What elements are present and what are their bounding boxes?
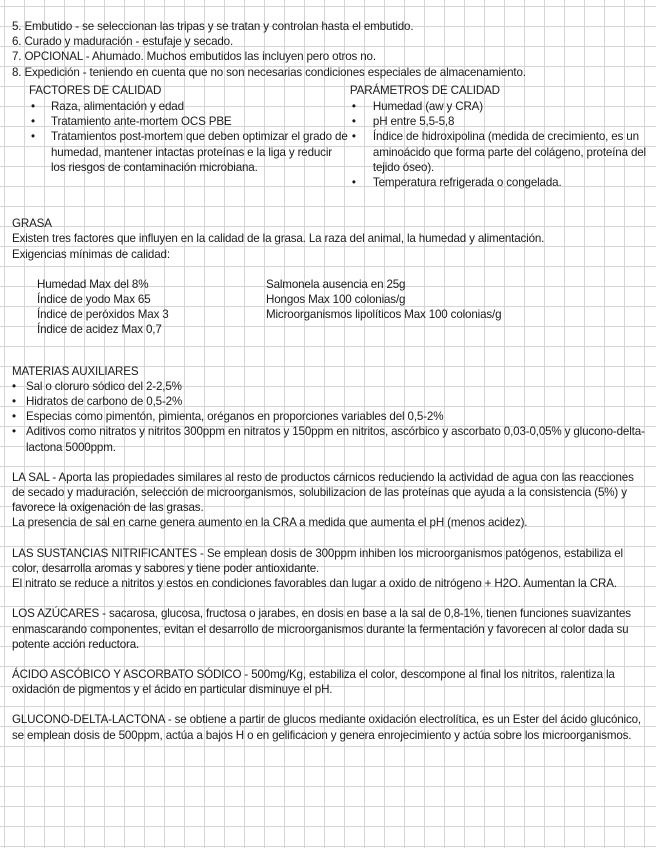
process-steps-list [12,19,648,80]
quality-factors-list [29,99,349,175]
requirement-item: Índice de peróxidos Max 3 [37,308,169,322]
grasa-section [12,216,648,337]
requirement-item: Índice de yodo Max 65 [37,293,151,307]
notes-page [12,19,648,743]
list-item: • Tratamientos post-mortem que deben optimizar el grado de humedad, mantener intactas proteínas e la liga y reducir los riesgos de contaminación microbiana. [29,129,349,175]
step-item: 7. OPCIONAL - Ahumado. Muchos embutidos las incluyen pero otros no. [12,50,376,64]
materias-list [12,379,648,455]
grasa-requirements-right [266,277,646,338]
list-item: • Tratamiento ante-mortem OCS PBE [29,114,349,129]
quality-factors [29,83,349,190]
grasa-text: Existen tres factores que influyen en la calidad de la grasa. La raza del animal, la humedad y alimentación. [12,232,545,246]
quality-factors-title: FACTORES DE CALIDAD [29,83,162,97]
quality-parameters-list [350,99,648,190]
list-item: • Aditivos como nitratos y nitritos 300ppm en nitratos y 150ppm en nitritos, ascórbico y ascorbato 0,03-0,05% y glucono-delta-lactona 5000ppm. [12,424,648,454]
step-item: 8. Expedición - teniendo en cuenta que no son necesarias condiciones especiales de almacenamiento. [12,65,526,79]
azucares-section [12,606,648,652]
materias-section [12,364,648,455]
ascorbico-section [12,667,648,697]
list-item: • pH entre 5,5-5,8 [350,114,648,129]
glucono-section [12,712,648,742]
requirement-item: Salmonela ausencia en 25g [266,277,406,291]
list-item: • Especias como pimentón, pimienta, oréganos en proporciones variables del 0,5-2% [12,409,648,424]
list-item: • Sal o cloruro sódico del 2-2,5% [12,379,648,394]
list-item: • Índice de hidroxipolina (medida de crecimiento, es un aminoácido que forma parte del colágeno, proteína del tejido óseo). [350,129,648,175]
grasa-requirements-left [37,277,266,338]
grasa-subtitle: Exigencias mínimas de calidad: [12,247,170,261]
list-item: • Hidratos de carbono de 0,5-2% [12,394,648,409]
list-item: • Humedad (aw y CRA) [350,99,648,114]
quality-columns [12,83,648,190]
sal-paragraph: LA SAL - Aporta las propiedades similares al resto de productos cárnicos reduciendo la actividad de agua con las reacciones de secado y maduración, selección de microorganismos, solubilizacion de las proteínas que ayuda a la consistencia (5%) y favorece la oxigenación de las grasas. [12,470,634,515]
step-item: 5. Embutido - se seleccionan las tripas y se tratan y controlan hasta el embutido. [12,20,414,33]
nitrificantes-paragraph: LAS SUSTANCIAS NITRIFICANTES - Se emplean dosis de 300ppm inhiben los microorganismos patógenos, estabiliza el color, desarrolla aromas y sabores y tiene poder antioxidante. [12,546,623,575]
grasa-requirements [37,277,648,338]
materias-title: MATERIAS AUXILIARES [12,364,139,378]
azucares-paragraph: LOS AZÚCARES - sacarosa, glucosa, fructosa o jarabes, en dosis en base a la sal de 0,8-1%, tienen funciones suavizantes enmascarando componentes, evitan el desarrollo de microorganismos durante la fermentación y favorecen al color dada su potente acción reductora. [12,607,631,651]
nitrificantes-paragraph-2: El nitrato se reduce a nitritos y estos en condiciones favorables dan lugar a oxido de nitrógeno + H2O. Aumentan la CRA. [12,577,617,591]
sal-paragraph-2: La presencia de sal en carne genera aumento en la CRA a medida que aumenta el pH (menos acidez). [12,516,528,530]
glucono-paragraph: GLUCONO-DELTA-LACTONA - se obtiene a partir de glucos mediante oxidación electrolítica, es un Ester del ácido glucónico, se emplean dosis de 500ppm, actúa a bajos H o en gelificacion y genera enrojecimiento y actúa sobre los microorganismos. [12,713,641,742]
requirement-item: Humedad Max del 8% [37,277,149,291]
list-item: • Temperatura refrigerada o congelada. [350,175,648,190]
grasa-title: GRASA [12,217,52,231]
ascorbico-paragraph: ÁCIDO ASCÓBICO Y ASCORBATO SÓDICO - 500mg/Kg, estabiliza el color, descompone al final los nitritos, ralentiza la oxidación de pigmentos y el ácido en particular disminuye el pH. [12,667,615,697]
nitrificantes-section [12,546,648,592]
quality-parameters-title: PARÁMETROS DE CALIDAD [349,83,500,97]
requirement-item: Hongos Max 100 colonias/g [266,293,406,307]
list-item: • Raza, alimentación y edad [29,99,349,114]
requirement-item: Microorganismos lipolíticos Max 100 colonias/g [266,308,502,322]
quality-parameters [350,83,648,190]
requirement-item: Índice de acidez Max 0,7 [37,323,162,337]
sal-section [12,470,648,531]
step-item: 6. Curado y maduración - estufaje y secado. [12,35,234,49]
